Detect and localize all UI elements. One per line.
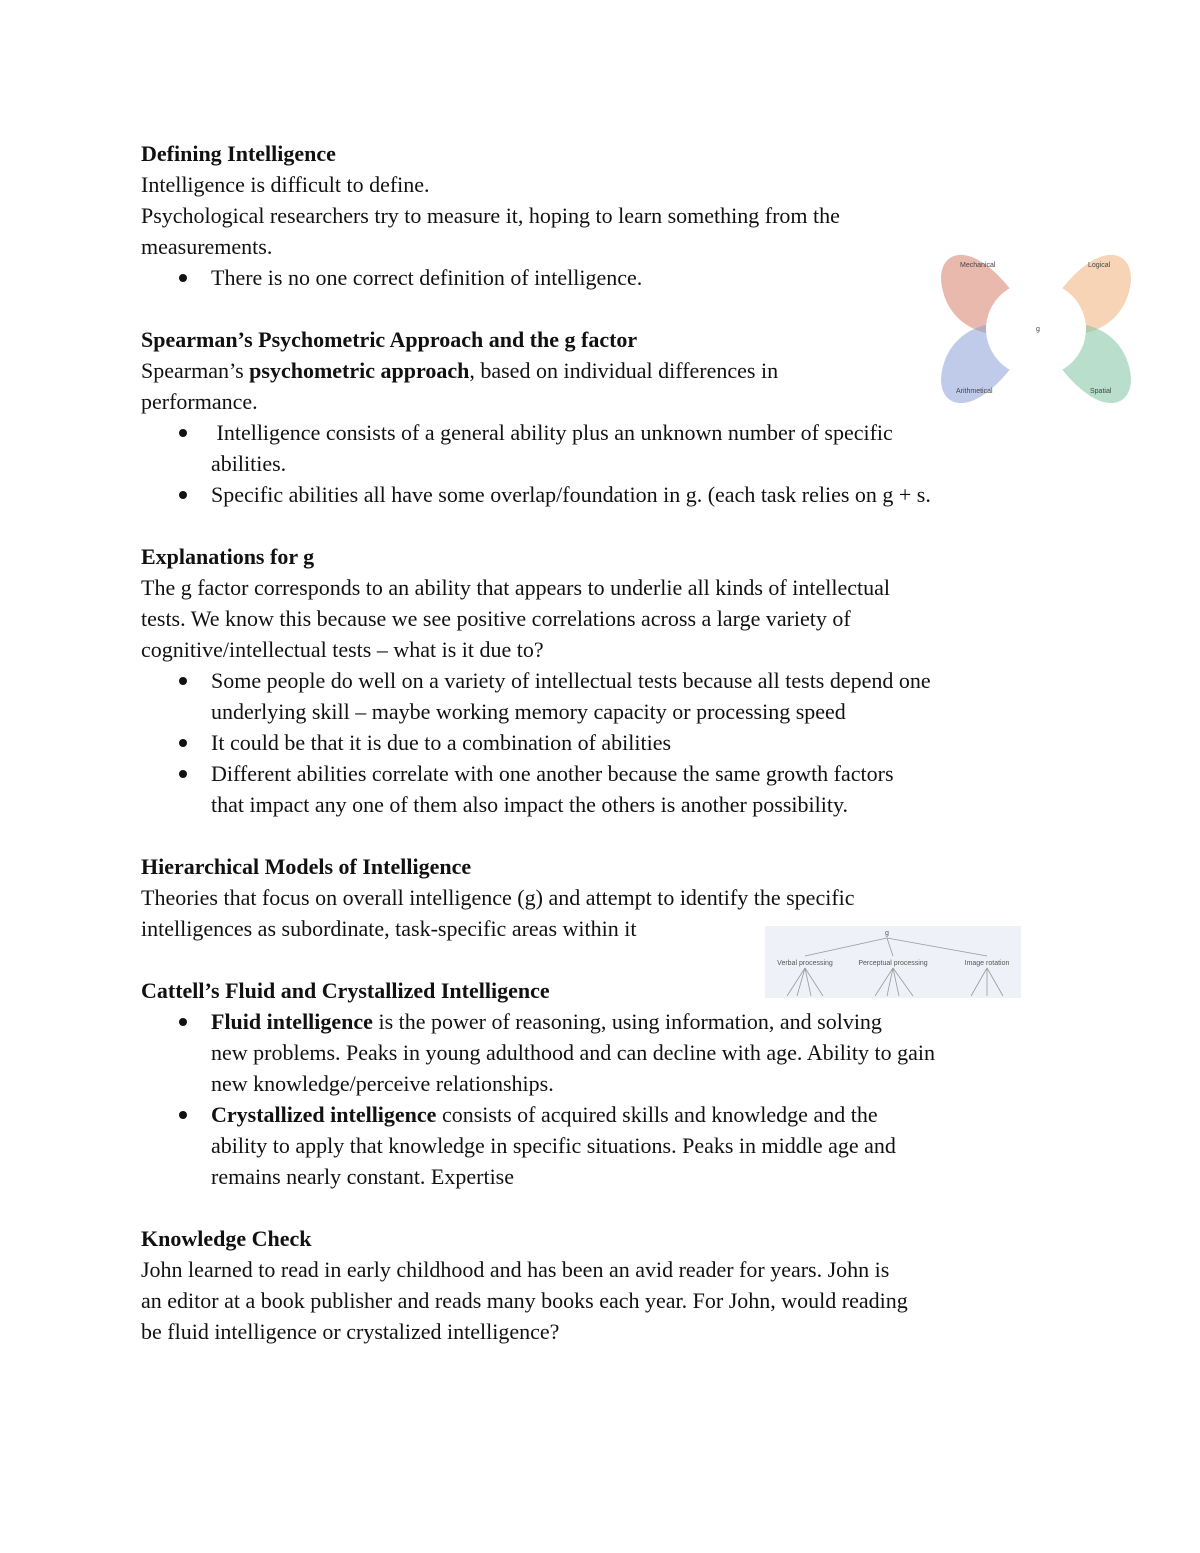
- bullet-item: [141, 727, 1071, 758]
- bullet-text: It could be that it is due to a combination of abilities: [211, 730, 672, 755]
- bullet-text: Specific abilities all have some overlap/foundation in g. (each task relies on g + s.: [211, 482, 931, 507]
- tree-edge: [971, 968, 987, 996]
- venn-label-logical: Logical: [1088, 262, 1111, 269]
- text-line: intelligences as subordinate, task-specific areas within it: [141, 916, 637, 941]
- bullet-text: ability to apply that knowledge in specific situations. Peaks in middle age and: [211, 1133, 896, 1158]
- venn-label-arithmetical: Arithmetical: [956, 388, 993, 395]
- text-line: performance.: [141, 389, 258, 414]
- text-span: is the power of reasoning, using information, and solving: [372, 1009, 882, 1034]
- heading-knowledge-check: Knowledge Check: [141, 1226, 312, 1251]
- bullet-item: [141, 1099, 1071, 1192]
- text-line: Psychological researchers try to measure it, hoping to learn something from the: [141, 203, 840, 228]
- tree-edge: [887, 938, 893, 956]
- text-span: consists of acquired skills and knowledge and the: [436, 1102, 878, 1127]
- text-line: tests. We know this because we see positive correlations across a large variety of: [141, 606, 851, 631]
- text-line: [141, 355, 1071, 386]
- bullet-list: [141, 1006, 1071, 1192]
- text-line: be fluid intelligence or crystalized intelligence?: [141, 1319, 560, 1344]
- bold-term: Fluid intelligence: [211, 1009, 373, 1034]
- bullet-item: [141, 262, 1071, 293]
- text-line: an editor at a book publisher and reads many books each year. For John, would reading: [141, 1288, 908, 1313]
- bullet-text: Some people do well on a variety of intellectual tests because all tests depend one: [211, 668, 931, 693]
- tree-edge: [797, 968, 805, 996]
- text-line: cognitive/intellectual tests – what is it due to?: [141, 637, 544, 662]
- bullet-text: There is no one correct definition of intelligence.: [211, 265, 643, 290]
- venn-label-mechanical: Mechanical: [960, 262, 996, 269]
- heading-explanations: Explanations for g: [141, 544, 315, 569]
- bullet-list: [141, 665, 1071, 820]
- bullet-item: [141, 758, 1071, 820]
- bold-term: Crystallized intelligence: [211, 1102, 437, 1127]
- heading-spearman: Spearman’s Psychometric Approach and the g factor: [141, 327, 638, 352]
- venn-diagram-image: [940, 235, 1132, 423]
- tree-node-rotation: Image rotation: [964, 960, 1010, 967]
- tree-node-perceptual: Perceptual processing: [858, 960, 928, 967]
- bold-term: psychometric approach: [249, 358, 470, 383]
- text-line: John learned to read in early childhood and has been an avid reader for years. John is: [141, 1257, 890, 1282]
- bullet-item: [141, 417, 1071, 479]
- bullet-text: [211, 1099, 1071, 1130]
- bullet-list: [141, 262, 1071, 293]
- text-span: , based on individual differences in: [469, 358, 779, 383]
- bullet-text: abilities.: [211, 451, 287, 476]
- bullet-text: underlying skill – maybe working memory capacity or processing speed: [211, 699, 846, 724]
- heading-cattell: Cattell’s Fluid and Crystallized Intelligence: [141, 978, 550, 1003]
- text-line: The g factor corresponds to an ability that appears to underlie all kinds of intellectual: [141, 575, 890, 600]
- tree-node-verbal: Verbal processing: [777, 960, 833, 967]
- bullet-item: [141, 1006, 1071, 1099]
- bullet-item: [141, 479, 1071, 510]
- heading-hierarchical: Hierarchical Models of Intelligence: [141, 854, 472, 879]
- bullet-text: remains nearly constant. Expertise: [211, 1164, 515, 1189]
- bullet-text: new knowledge/perceive relationships.: [211, 1071, 554, 1096]
- venn-label-g: g: [1036, 326, 1040, 333]
- bullet-list: [141, 417, 1071, 510]
- tree-edge: [805, 938, 887, 956]
- bullet-text: that impact any one of them also impact the others is another possibility.: [211, 792, 849, 817]
- heading-defining-intelligence: Defining Intelligence: [141, 141, 336, 166]
- tree-edge: [787, 968, 805, 996]
- tree-edge: [987, 968, 1003, 996]
- bullet-text: new problems. Peaks in young adulthood and can decline with age. Ability to gain: [211, 1040, 936, 1065]
- bullet-text: Intelligence consists of a general ability plus an unknown number of specific: [211, 420, 893, 445]
- hierarchy-tree-image: [765, 926, 1021, 998]
- bullet-text: [211, 1006, 1071, 1037]
- document-body: [141, 138, 1071, 1347]
- text-line: Theories that focus on overall intelligence (g) and attempt to identify the specific: [141, 885, 855, 910]
- text-span: Spearman’s: [141, 358, 250, 383]
- venn-label-spatial: Spatial: [1090, 388, 1112, 395]
- text-line: Intelligence is difficult to define.: [141, 172, 430, 197]
- bullet-item: [141, 665, 1071, 727]
- bullet-text: Different abilities correlate with one another because the same growth factors: [211, 761, 894, 786]
- text-line: measurements.: [141, 234, 273, 259]
- tree-root-g: g: [885, 930, 889, 937]
- tree-edge: [887, 938, 987, 956]
